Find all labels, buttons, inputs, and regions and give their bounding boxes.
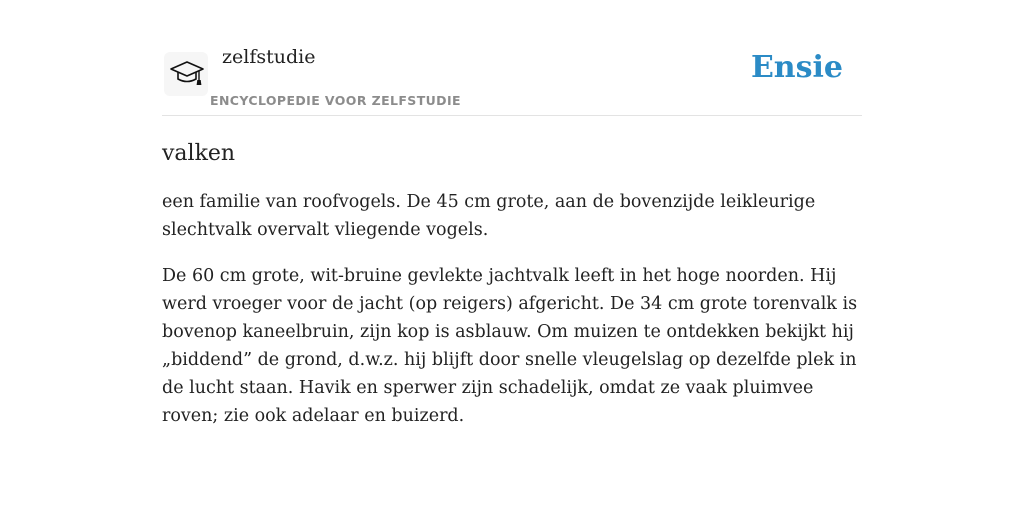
logo[interactable] [164, 52, 208, 96]
graduation-cap-icon [169, 58, 205, 88]
site-tagline: ENCYCLOPEDIE VOOR ZELFSTUDIE [210, 93, 461, 108]
entry-title: valken [162, 141, 236, 166]
site-name[interactable]: zelfstudie [222, 46, 316, 68]
site-header [162, 40, 862, 116]
brand-logo[interactable]: Ensie [750, 50, 843, 85]
page [162, 0, 862, 430]
definition-paragraph: een familie van roofvogels. De 45 cm grote, aan de bovenzijde leikleurige slechtvalk overvalt vliegende vogels. [162, 192, 816, 240]
definition-paragraph: De 60 cm grote, wit-bruine gevlekte jachtvalk leeft in het hoge noorden. Hij werd vroeger voor de jacht (op reigers) afgericht. De 34 cm grote torenvalk is bovenop kaneelbruin, zijn kop is asblauw. Om muizen te ontdekken bekijkt hij „biddend” de grond, d.w.z. hij blijft door snelle vleugelslag op dezelfde plek in de lucht staan. Havik en sperwer zijn schadelijk, omdat ze vaak pluimvee roven; zie ook adelaar en buizerd. [162, 266, 858, 426]
